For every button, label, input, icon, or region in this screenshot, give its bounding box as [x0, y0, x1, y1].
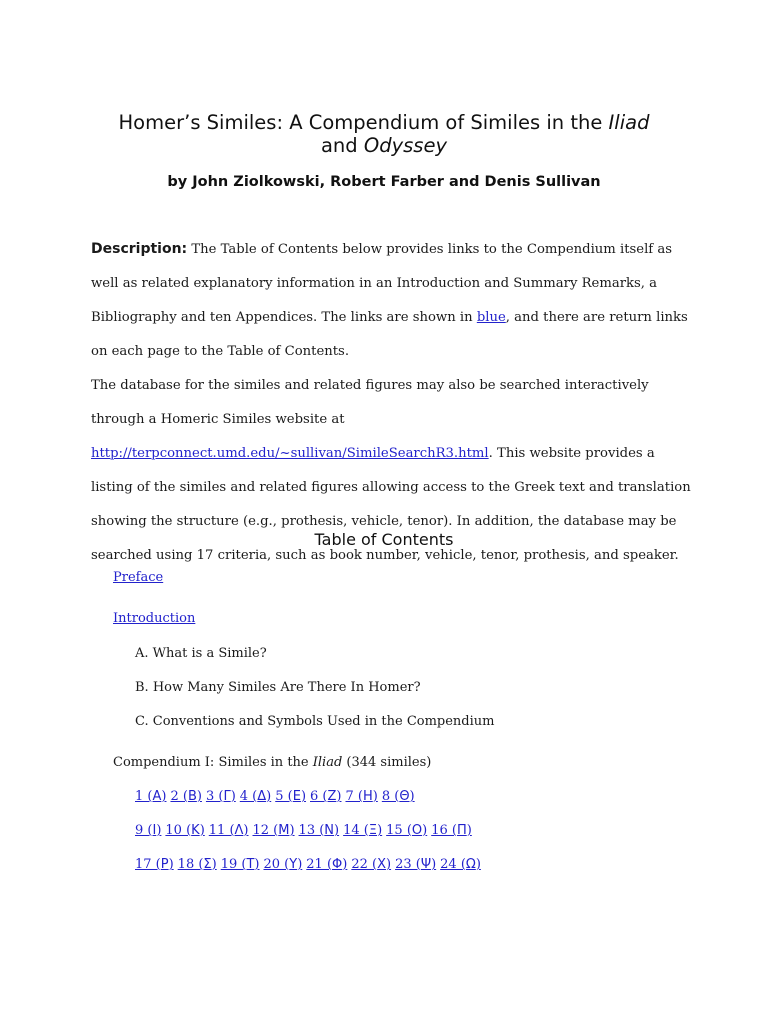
book-greek-letter: Ο — [411, 823, 423, 838]
book-link[interactable] — [135, 789, 166, 804]
book-link[interactable] — [345, 789, 377, 804]
book-link[interactable] — [178, 857, 217, 872]
compendium-heading — [113, 755, 431, 770]
book-link[interactable] — [264, 857, 303, 872]
book-close-paren: ) — [266, 789, 272, 804]
book-link[interactable] — [310, 789, 341, 804]
book-links-row-3 — [135, 857, 485, 872]
title-iliad: Iliad — [608, 111, 650, 134]
book-greek-letter: Π — [456, 823, 467, 838]
description-text-2b: . This website provides a listing of the similes and related figures allowing access to the Greek text and translation showing the structure (e.g., prothesis, vehicle, tenor). In addition, the database may be searched using 17 criteria, such as book number, vehicle, tenor, prothesis, and speaker. — [91, 446, 691, 563]
title-line-2 — [0, 134, 768, 157]
book-close-paren: ) — [300, 789, 307, 804]
book-link[interactable] — [306, 857, 347, 872]
book-number: 5 ( — [275, 789, 293, 804]
book-greek-letter: Ι — [152, 823, 157, 838]
book-number: 24 ( — [440, 857, 466, 872]
book-close-paren: ) — [196, 789, 202, 804]
book-close-paren: ) — [168, 857, 174, 872]
book-close-paren: ) — [342, 857, 348, 872]
book-close-paren: ) — [254, 857, 260, 872]
toc-link-preface[interactable]: Preface — [113, 570, 164, 585]
title-odyssey: Odyssey — [363, 134, 447, 157]
book-greek-letter: Ρ — [160, 857, 169, 872]
book-link[interactable] — [240, 789, 271, 804]
book-link[interactable] — [431, 823, 472, 838]
book-number: 4 ( — [239, 789, 258, 804]
book-link[interactable] — [382, 789, 415, 804]
book-greek-letter: Χ — [377, 857, 386, 872]
book-greek-letter: Ν — [324, 823, 335, 838]
description-block — [91, 232, 691, 573]
simile-search-link[interactable]: http://terpconnect.umd.edu/~sullivan/SimileSearchR3.html — [91, 446, 489, 461]
title-line-1 — [0, 111, 768, 134]
book-greek-letter: Ω — [465, 857, 476, 872]
book-close-paren: ) — [475, 857, 481, 872]
book-close-paren: ) — [431, 857, 437, 872]
intro-item-b: B. How Many Similes Are There In Homer? — [135, 680, 421, 695]
book-link[interactable] — [386, 823, 427, 838]
description-text-2a: The database for the similes and related figures may also be searched interactively through a Homeric Similes website at — [91, 378, 649, 427]
document-title — [0, 111, 768, 157]
book-greek-letter: Ξ — [368, 823, 378, 838]
book-close-paren: ) — [230, 789, 236, 804]
book-links-row-1 — [135, 789, 419, 804]
book-number: 13 ( — [298, 823, 325, 838]
book-greek-letter: Γ — [223, 789, 231, 804]
book-close-paren: ) — [211, 857, 217, 872]
compendium-iliad: Iliad — [312, 755, 343, 770]
book-number: 11 ( — [208, 823, 235, 838]
book-number: 9 ( — [135, 823, 153, 838]
book-links-row-2 — [135, 823, 476, 838]
book-greek-letter: Α — [152, 789, 162, 804]
title-and: and — [320, 134, 364, 157]
book-link[interactable] — [440, 857, 481, 872]
authors-line: by John Ziolkowski, Robert Farber and Denis Sullivan — [167, 174, 601, 190]
book-number: 16 ( — [431, 823, 457, 838]
book-close-paren: ) — [386, 857, 392, 872]
book-link[interactable] — [135, 857, 174, 872]
book-link[interactable] — [135, 823, 161, 838]
book-number: 3 ( — [205, 789, 224, 804]
book-greek-letter: Ε — [292, 789, 301, 804]
book-close-paren: ) — [161, 789, 167, 804]
book-close-paren: ) — [243, 823, 249, 838]
book-number: 18 ( — [177, 857, 204, 872]
intro-item-a: A. What is a Simile? — [135, 646, 267, 661]
book-greek-letter: Η — [362, 789, 373, 804]
toc-title: Table of Contents — [314, 530, 454, 549]
book-number: 19 ( — [220, 857, 247, 872]
book-close-paren: ) — [289, 823, 295, 838]
intro-item-c: C. Conventions and Symbols Used in the Compendium — [135, 714, 495, 729]
book-number: 6 ( — [310, 789, 328, 804]
book-close-paren: ) — [422, 823, 428, 838]
compendium-prefix: Compendium I: Similes in the — [113, 755, 313, 770]
book-close-paren: ) — [199, 823, 205, 838]
book-greek-letter: Θ — [399, 789, 410, 804]
book-close-paren: ) — [372, 789, 378, 804]
blue-link[interactable]: blue — [476, 310, 506, 325]
book-close-paren: ) — [297, 857, 303, 872]
book-greek-letter: Μ — [278, 823, 290, 838]
book-link[interactable] — [351, 857, 391, 872]
book-link[interactable] — [206, 789, 236, 804]
description-text-1b: , and there are return links on each page to the Table of Contents. — [91, 310, 688, 359]
book-number: 8 ( — [381, 789, 400, 804]
book-greek-letter: Τ — [246, 857, 255, 872]
book-greek-letter: Ζ — [327, 789, 337, 804]
book-close-paren: ) — [336, 789, 342, 804]
book-number: 21 ( — [306, 857, 333, 872]
book-greek-letter: Φ — [332, 857, 343, 872]
book-link[interactable] — [221, 857, 260, 872]
book-number: 14 ( — [343, 823, 369, 838]
book-number: 10 ( — [165, 823, 192, 838]
book-close-paren: ) — [156, 823, 162, 838]
title-text: Homer’s Similes: A Compendium of Similes in the — [118, 111, 609, 134]
book-close-paren: ) — [466, 823, 472, 838]
book-close-paren: ) — [334, 823, 340, 838]
book-number: 2 ( — [170, 789, 188, 804]
book-number: 23 ( — [395, 857, 421, 872]
book-greek-letter: Λ — [234, 823, 244, 838]
book-number: 22 ( — [351, 857, 378, 872]
book-link[interactable] — [253, 823, 295, 838]
book-number: 20 ( — [263, 857, 290, 872]
book-greek-letter: Υ — [289, 857, 298, 872]
book-greek-letter: Δ — [257, 789, 267, 804]
compendium-suffix: (344 similes) — [342, 755, 432, 770]
book-number: 1 ( — [135, 789, 153, 804]
book-link[interactable] — [395, 857, 436, 872]
book-number: 15 ( — [386, 823, 412, 838]
book-greek-letter: Κ — [191, 823, 200, 838]
book-link[interactable] — [343, 823, 382, 838]
book-close-paren: ) — [377, 823, 383, 838]
book-number: 7 ( — [345, 789, 363, 804]
book-link[interactable] — [170, 789, 201, 804]
book-greek-letter: Σ — [203, 857, 212, 872]
description-paragraph-1 — [91, 232, 691, 369]
book-greek-letter: Ψ — [420, 857, 432, 872]
description-label: Description: — [91, 241, 188, 257]
book-link[interactable] — [165, 823, 204, 838]
book-close-paren: ) — [409, 789, 415, 804]
book-link[interactable] — [209, 823, 249, 838]
book-greek-letter: Β — [187, 789, 197, 804]
book-number: 12 ( — [252, 823, 279, 838]
book-link[interactable] — [275, 789, 306, 804]
description-text-1a: The Table of Contents below provides links to the Compendium itself as well as related explanatory information in an Introduction and Summary Remarks, a Bibliography and ten Appendices. The links are shown in — [91, 242, 672, 325]
toc-link-introduction[interactable]: Introduction — [113, 611, 196, 626]
book-link[interactable] — [299, 823, 340, 838]
book-number: 17 ( — [135, 857, 161, 872]
